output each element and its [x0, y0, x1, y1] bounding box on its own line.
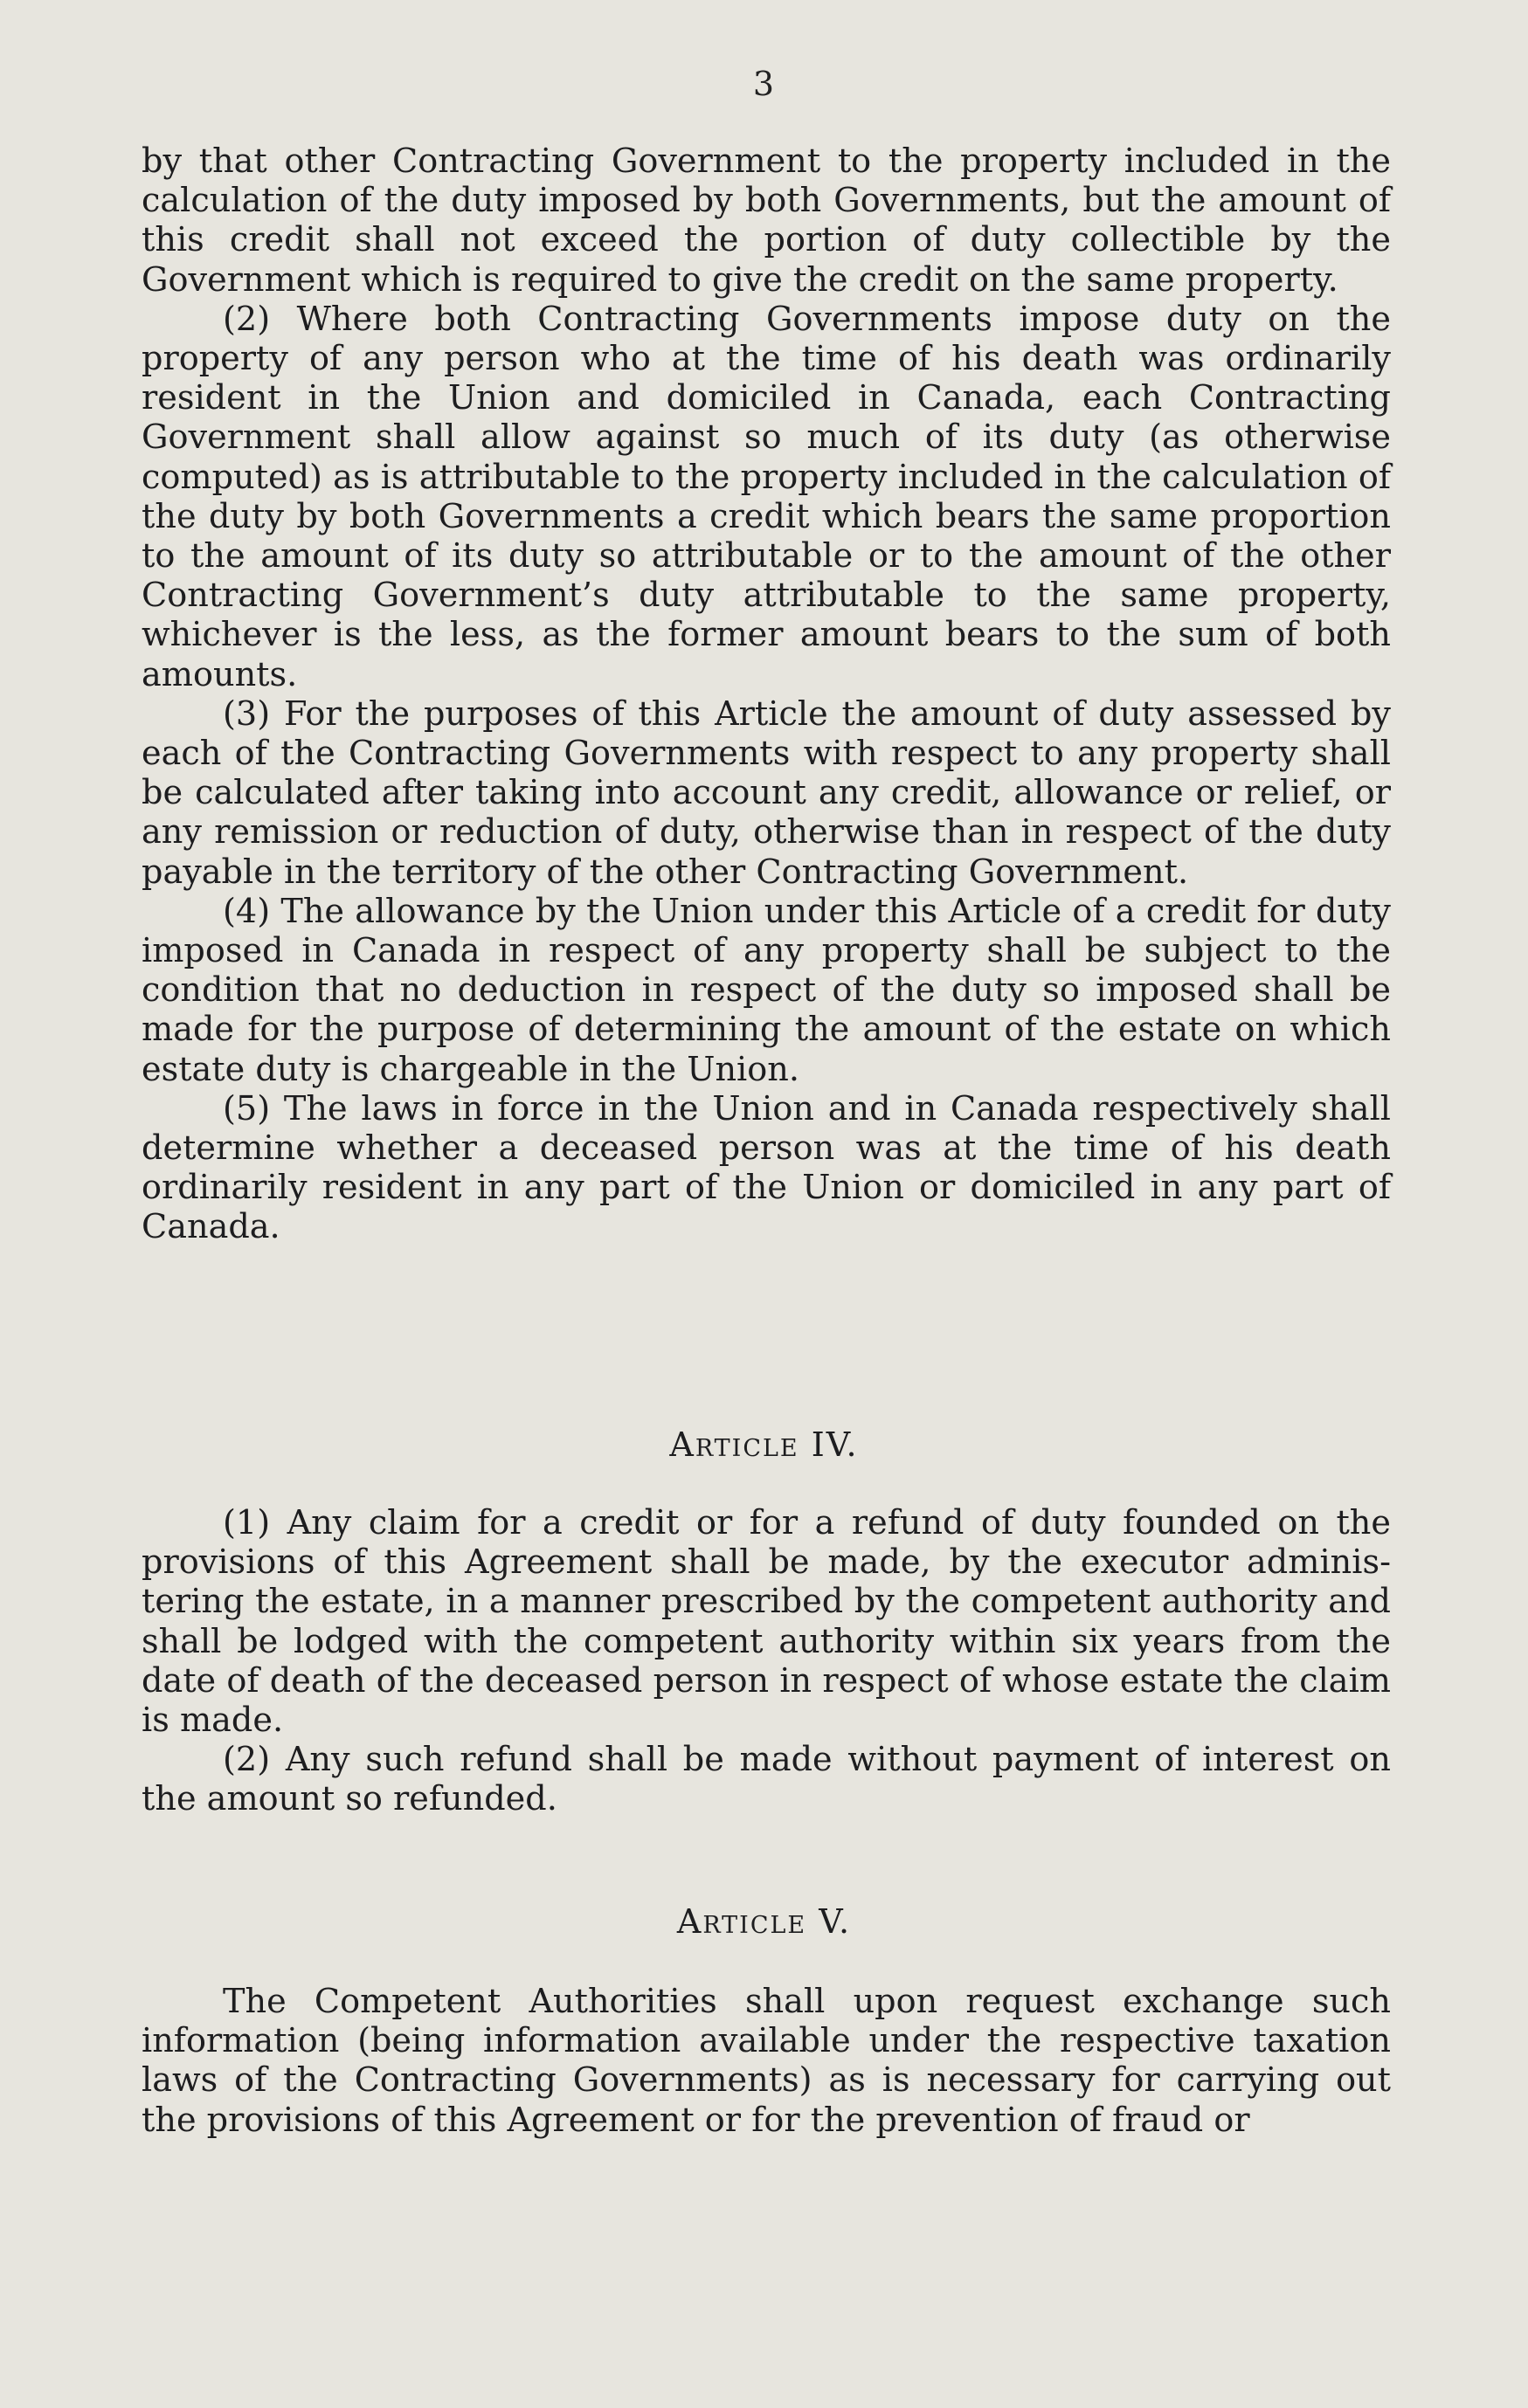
article-4-paragraph-1: (1) Any claim for a credit or for a refund of duty founded on the provisions of this Agreement shall be made, by the executor administering the estate, in a manner prescribed by the competent authority and shall be lodged with the competent authority within six years from the date of death of the deceased person in respect of whose estate the claim is made.: [142, 1504, 1391, 1741]
page-number: 3: [752, 65, 776, 103]
paragraph-2: (2) Where both Contracting Governments impose duty on the property of any person who at the time of his death was ordinarily resident in the Union and domiciled in Canada, each Contracting Government shall allow against so much of its duty (as otherwise computed) as is attributable to the property included in the calculation of the duty by both Governments a credit which bears the same proportion to the amount of its duty so attributable or to the amount of the other Contracting Government’s duty attributable to the same property, whichever is the less, as the former amount bears to the sum of both amounts.: [142, 300, 1391, 694]
article-3-continuation: [142, 142, 1391, 1248]
paragraph-continued: by that other Contracting Government to the property included in the calculation of the duty imposed by both Governments, but the amount of this credit shall not exceed the portion of duty collectible by the Government which is required to give the credit on the same property.: [142, 142, 1391, 300]
article-4-body: [142, 1504, 1391, 1820]
article-4-paragraph-2: (2) Any such refund shall be made without payment of interest on the amount so refunded.: [142, 1741, 1391, 1819]
paragraph-3: (3) For the purposes of this Article the amount of duty assessed by each of the Contracting Governments with respect to any property shall be calculated after taking into account any credit, allowance or relief, or any remission or reduction of duty, otherwise than in respect of the duty payable in the territory of the other Contracting Government.: [142, 694, 1391, 892]
paragraph-5: (5) The laws in force in the Union and in Canada respectively shall determine whether a deceased person was at the time of his death ordinarily resident in any part of the Union or domiciled in any part of Canada.: [142, 1089, 1391, 1247]
article-5-heading: Article V.: [676, 1902, 852, 1941]
article-4-heading: Article IV.: [669, 1425, 859, 1464]
paragraph-4: (4) The allowance by the Union under this Article of a credit for duty imposed in Canada in respect of any property shall be subject to the condition that no deduction in respect of the duty so imposed shall be made for the purpose of determining the amount of the estate on which estate duty is chargeable in the Union.: [142, 892, 1391, 1089]
article-5-body: [142, 1983, 1391, 2141]
article-5-paragraph-1: The Competent Authorities shall upon request exchange such information (being information available under the respective taxation laws of the Contracting Governments) as is necessary for carrying out the provisions of this Agreement or for the prevention of fraud or: [142, 1983, 1391, 2140]
